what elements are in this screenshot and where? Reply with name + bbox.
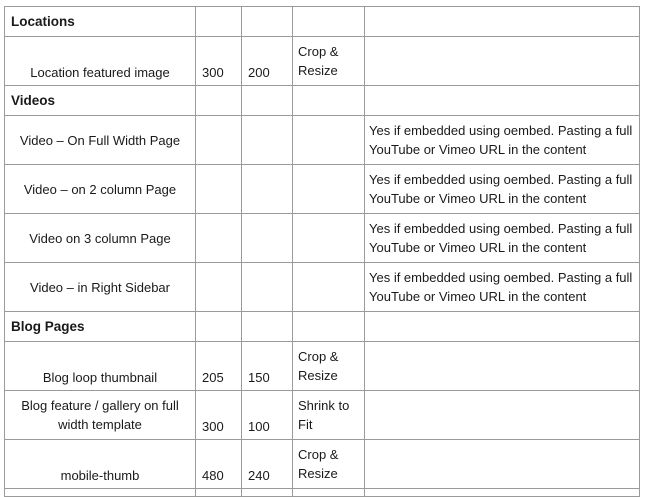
height-cell xyxy=(242,214,293,263)
notes-cell: Yes if embedded using oembed. Pasting a full YouTube or Vimeo URL in the content xyxy=(365,214,640,263)
image-name-cell: Video – on 2 column Page xyxy=(5,165,196,214)
table-row xyxy=(5,165,640,214)
notes-cell xyxy=(365,342,640,391)
crop-cell xyxy=(293,165,365,214)
table-row xyxy=(5,116,640,165)
notes-cell: Yes if embedded using oembed. Pasting a full YouTube or Vimeo URL in the content xyxy=(365,116,640,165)
crop-cell xyxy=(293,263,365,312)
notes-cell: Yes if embedded using oembed. Pasting a full YouTube or Vimeo URL in the content xyxy=(365,263,640,312)
table-row xyxy=(5,37,640,86)
image-name-cell: Blog loop thumbnail xyxy=(5,342,196,391)
image-name-cell: Blog feature / gallery on full width template xyxy=(5,391,196,440)
crop-cell xyxy=(293,214,365,263)
notes-cell xyxy=(365,440,640,489)
table-row-cutoff xyxy=(5,489,640,497)
width-cell xyxy=(196,116,242,165)
section-header-row xyxy=(5,7,640,37)
section-header-row xyxy=(5,86,640,116)
height-cell: 240 xyxy=(242,440,293,489)
section-header-row xyxy=(5,312,640,342)
section-title: Locations xyxy=(5,7,196,37)
height-cell: 150 xyxy=(242,342,293,391)
section-title: Blog Pages xyxy=(5,312,196,342)
table-row xyxy=(5,263,640,312)
table-row xyxy=(5,440,640,489)
image-sizes-table xyxy=(4,6,640,497)
crop-cell: Crop & Resize xyxy=(293,342,365,391)
table-row xyxy=(5,342,640,391)
width-cell xyxy=(196,263,242,312)
image-name-cell: Video – On Full Width Page xyxy=(5,116,196,165)
height-cell xyxy=(242,116,293,165)
crop-cell: Crop & Resize xyxy=(293,440,365,489)
notes-cell xyxy=(365,37,640,86)
image-name-cell: mobile-thumb xyxy=(5,440,196,489)
width-cell: 205 xyxy=(196,342,242,391)
image-name-cell: Video on 3 column Page xyxy=(5,214,196,263)
height-cell xyxy=(242,263,293,312)
crop-cell xyxy=(293,116,365,165)
width-cell xyxy=(196,165,242,214)
width-cell: 480 xyxy=(196,440,242,489)
width-cell xyxy=(196,214,242,263)
width-cell: 300 xyxy=(196,37,242,86)
crop-cell: Shrink to Fit xyxy=(293,391,365,440)
height-cell: 200 xyxy=(242,37,293,86)
height-cell: 100 xyxy=(242,391,293,440)
height-cell xyxy=(242,165,293,214)
table-row xyxy=(5,391,640,440)
section-title: Videos xyxy=(5,86,196,116)
image-name-cell: Location featured image xyxy=(5,37,196,86)
image-name-cell: Video – in Right Sidebar xyxy=(5,263,196,312)
notes-cell: Yes if embedded using oembed. Pasting a full YouTube or Vimeo URL in the content xyxy=(365,165,640,214)
table-row xyxy=(5,214,640,263)
crop-cell: Crop & Resize xyxy=(293,37,365,86)
width-cell: 300 xyxy=(196,391,242,440)
notes-cell xyxy=(365,391,640,440)
